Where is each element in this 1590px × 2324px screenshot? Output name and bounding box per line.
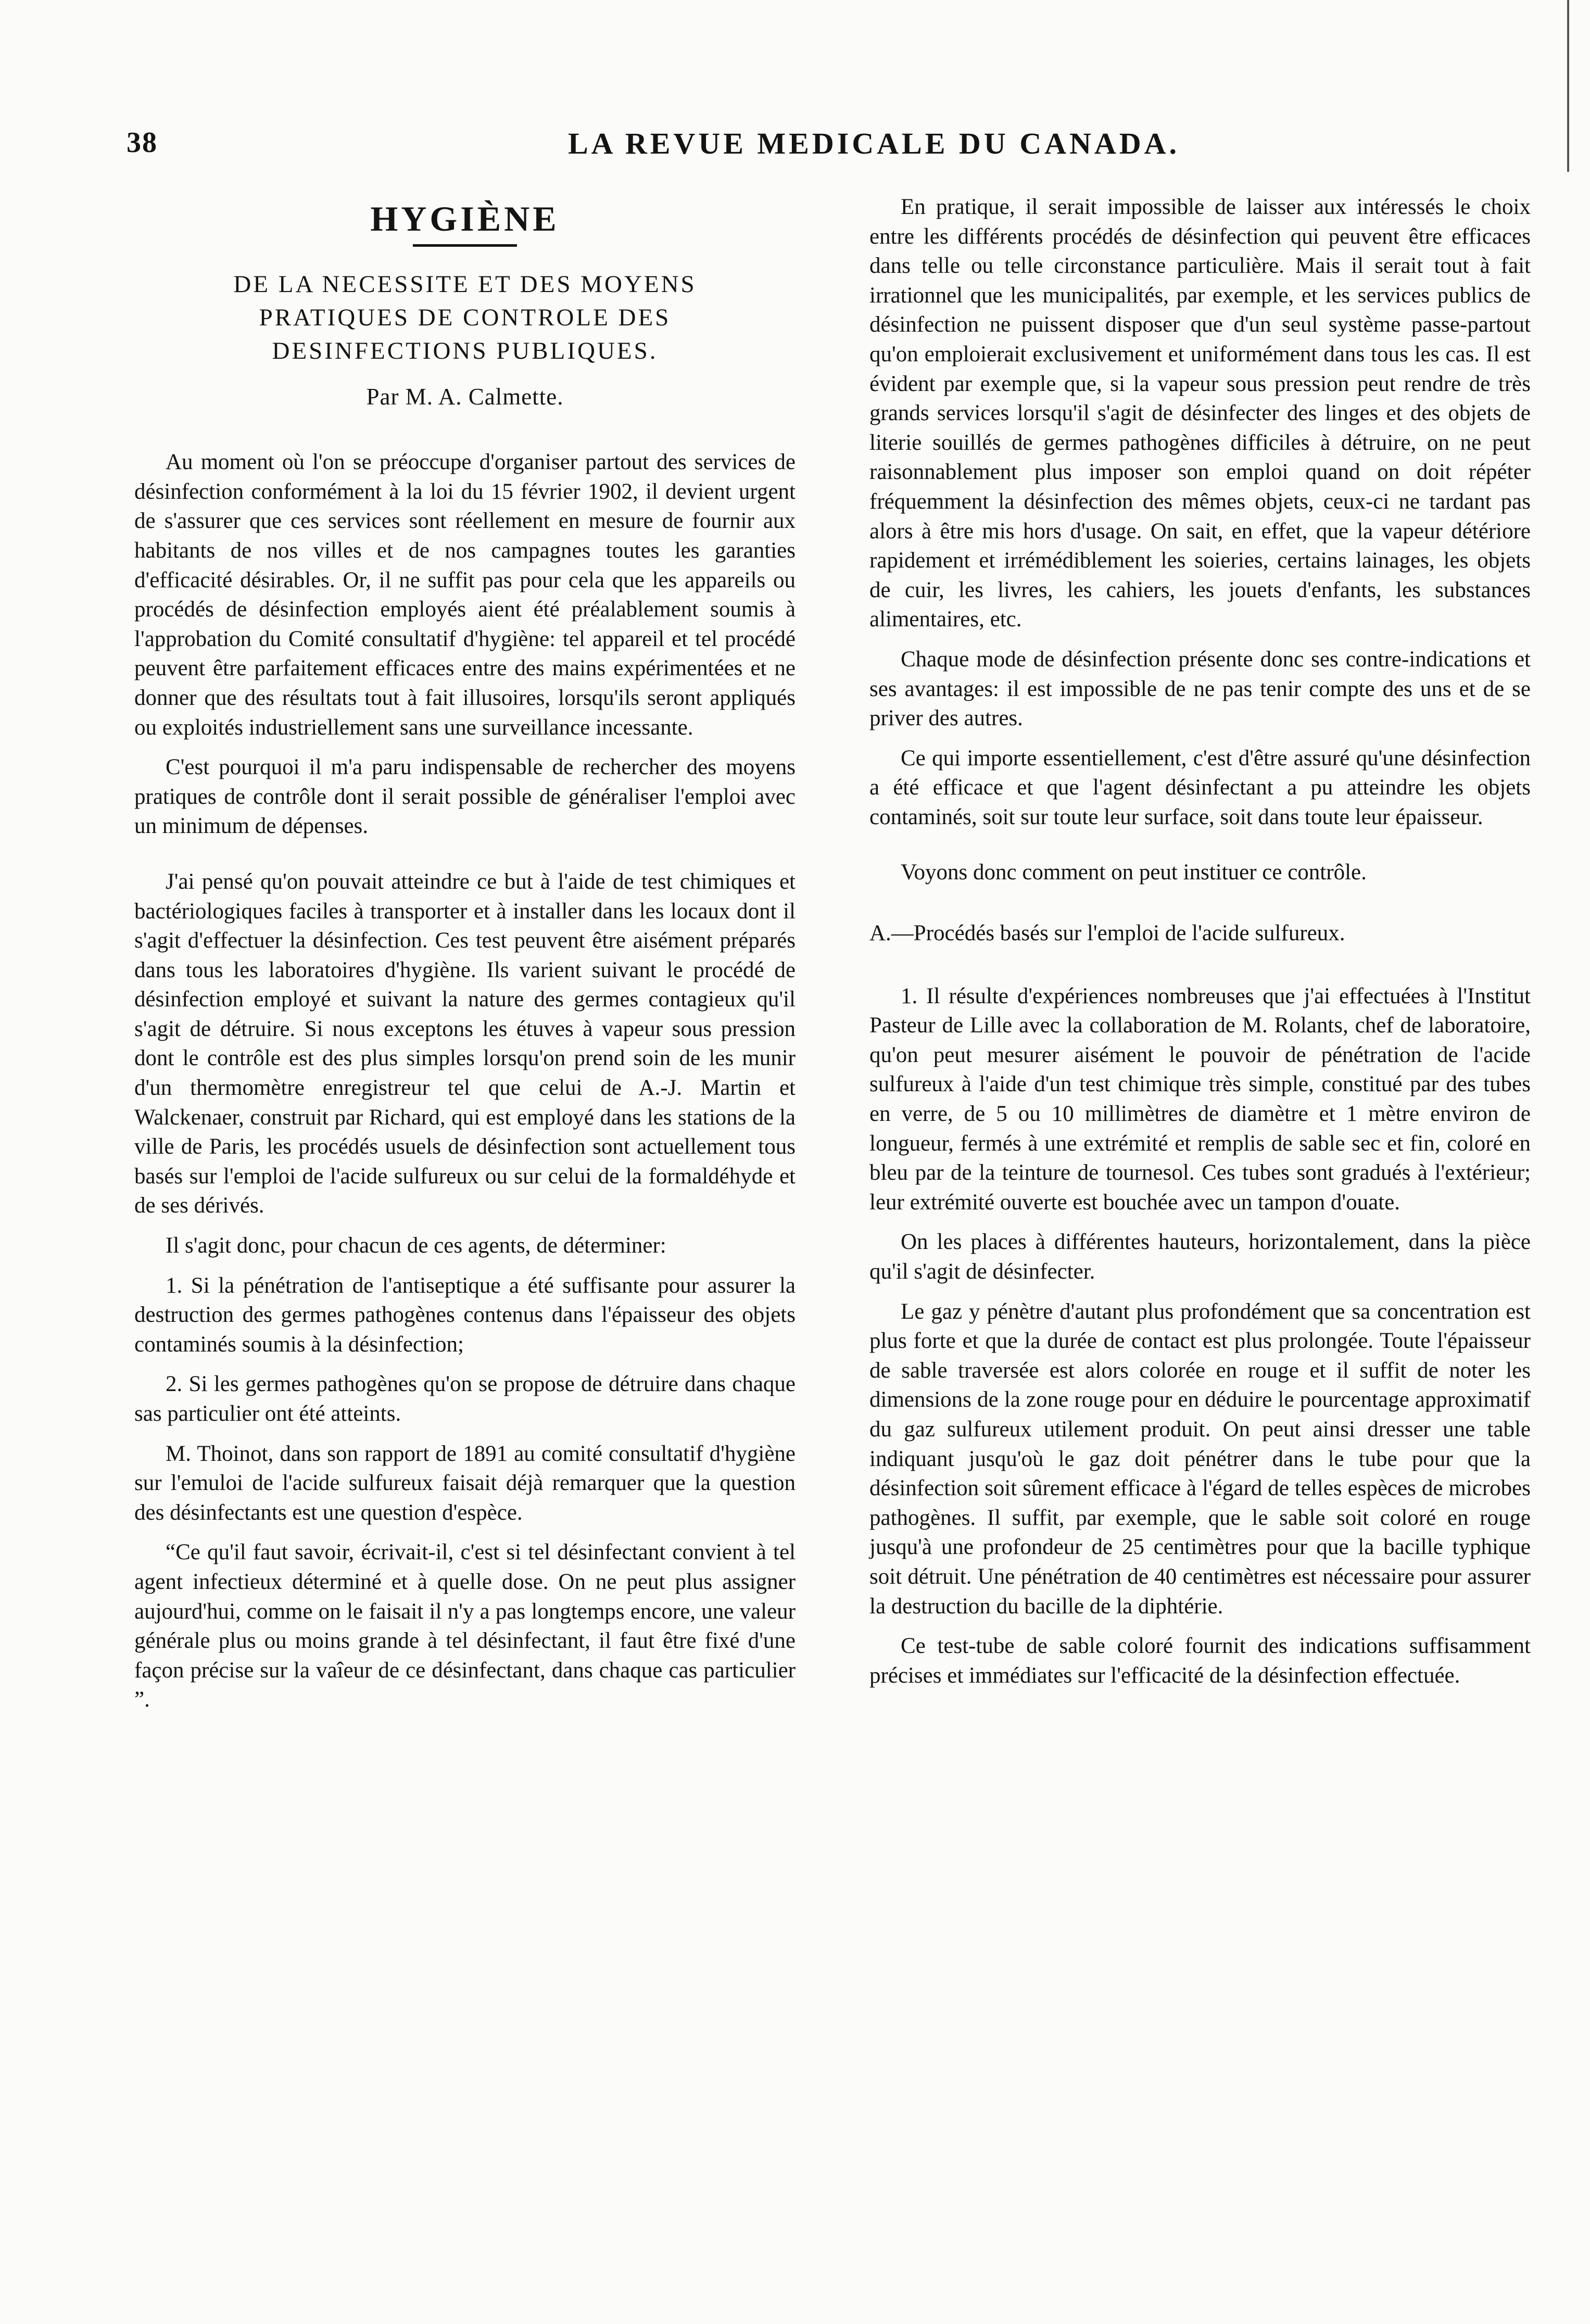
paragraph: Chaque mode de désinfection présente donc ses contre-indications et ses avantages: il est impossible de ne pas tenir compte des uns et de se priver des autres. (869, 647, 1531, 731)
page-header (127, 126, 1532, 173)
article-author: Par M. A. Calmette. (366, 383, 564, 410)
list-item: 1. Si la pénétration de l'antiseptique a été suffisante pour assurer la destruction des germes pathogènes contenus dans l'épaisseur des objets contaminés soumis à la désinfection; (134, 1273, 796, 1357)
paragraph: M. Thoinot, dans son rapport de 1891 au comité consultatif d'hygiène sur l'emuloi de l'acide sulfureux faisait déjà remarquer que la question des désinfectants est une question d'espèce. (134, 1441, 796, 1525)
paragraph: On les places à différentes hauteurs, horizontalement, dans la pièce qu'il s'agit de désinfecter. (869, 1230, 1531, 1284)
page-number: 38 (127, 127, 158, 159)
paragraph: Ce test-tube de sable coloré fournit des indications suffisamment précises et immédiates sur l'efficacité de la désinfection effectuée. (869, 1634, 1531, 1688)
right-column (869, 193, 1531, 1701)
section-title: HYGIÈNE (370, 199, 560, 238)
paragraph: Le gaz y pénètre d'autant plus profondément que sa concentration est plus forte et que la durée de contact est plus prolongée. Toute l'épaisseur de sable traversée est alors colorée en rouge et il suffit de noter les dimensions de la zone rouge pour en déduire le pourcentage approximatif du gaz sulfureux utilement produit. On peut ainsi dresser une table indiquant jusqu'où le gaz doit pénétrer dans le tube pour que la désinfection soit sûrement efficace à l'égard de telles espèces de microbes pathogènes. Il suffit, par exemple, que le sable soit coloré en rouge jusqu'à une profondeur de 25 centimètres pour que la bacille typhique soit détruit. Une pénétration de 40 centimètres est nécessaire pour assurer la destruction du bacille de la diphtérie. (869, 1299, 1531, 1619)
paragraph: En pratique, il serait impossible de laisser aux intéressés le choix entre les différents procédés de désinfection qui peuvent être efficaces dans telle ou telle circonstance particulière. Mais il serait tout à fait irrationnel que les municipalités, par exemple, et les services publics de désinfection ne puissent disposer que d'un seul système passe-partout qu'on emploierait exclusivement et uniformément dans tous les cas. Il est évident par exemple que, si la vapeur sous pression peut rendre de très grands services lorsqu'il s'agit de désinfecter des linges et des objets de literie souillés de germes pathogènes difficiles à détruire, on ne peut raisonnablement plus imposer son emploi quand on doit répéter fréquemment la désinfection des mêmes objets, ceux-ci ne tardant pas alors à être mis hors d'usage. On sait, en effet, que la vapeur détériore rapidement et irrémédiblement les soieries, certains lainages, les objets de cuir, les livres, les cahiers, les jouets d'enfants, les substances alimentaires, etc. (869, 195, 1531, 632)
paragraph: Ce qui importe essentiellement, c'est d'être assuré qu'une désinfection a été efficace et que l'agent désinfectant a pu atteindre les objets contaminés, soit sur toute leur surface, soit dans toute leur épaisseur. (869, 746, 1531, 829)
running-title: LA REVUE MEDICALE DU CANADA. (568, 127, 1180, 160)
quotation: “Ce qu'il faut savoir, écrivait-il, c'est si tel désinfectant convient à tel agent infectieux déterminé et à quelle dose. On ne peut plus assigner aujourd'hui, comme on le faisait il n'y a pas longtemps encore, une valeur générale plus ou moins grande à tel désinfectant, il faut être fixé d'une façon précise sur la vaîeur de ce désinfectant, dans chaque cas particulier ”. (134, 1540, 796, 1712)
left-column (134, 193, 796, 1725)
title-divider (413, 244, 517, 247)
paragraph: Au moment où l'on se préoccupe d'organiser partout des services de désinfection conformément à la loi du 15 février 1902, il devient urgent de s'assurer que ces services sont réellement en mesure de fournir aux habitants de nos villes et de nos campagnes toutes les garanties d'efficacité désirables. Or, il ne suffit pas pour cela que les appareils ou procédés de désinfection employés aient été préalablement soumis à l'approbation du Comité consultatif d'hygiène: tel appareil et tel procédé peuvent être parfaitement efficaces entre des mains expérimentées et ne donner que des résultats tout à fait illusoires, lorsqu'ils seront appliqués ou exploités industriellement sans une surveillance incessante. (134, 450, 796, 740)
list-item: 1. Il résulte d'expériences nombreuses que j'ai effectuées à l'Institut Pasteur de Lille avec la collaboration de M. Rolants, chef de laboratoire, qu'on peut mesurer aisément le pouvoir de pénétration de l'acide sulfureux à l'aide d'un test chimique très simple, constitué par des tubes en verre, de 5 ou 10 millimètres de diamètre et 1 mètre environ de longueur, fermés à une extrémité et remplis de sable sec et fin, coloré en bleu par de la teinture de tournesol. Ces tubes sont gradués à l'extérieur; leur extrémité ouverte est bouchée avec un tampon d'ouate. (869, 983, 1531, 1215)
list-item: 2. Si les germes pathogènes qu'on se propose de détruire dans chaque sas particulier ont été atteints. (134, 1372, 796, 1426)
paragraph: J'ai pensé qu'on pouvait atteindre ce but à l'aide de test chimiques et bactériologiques faciles à transporter et à installer dans les locaux dont il s'agit d'effectuer la désinfection. Ces test peuvent être aisément préparés dans tous les laboratoires d'hygiène. Ils varient suivant le procédé de désinfection employé et suivant la nature des germes contagieux qu'il s'agit de détruire. Si nous exceptons les étuves à vapeur sous pression dont le contrôle est des plus simples lorsqu'on prend soin de les munir d'un thermomètre enregistreur tel que celui de A.-J. Martin et Walckenaer, construit par Richard, qui est employé dans les stations de la ville de Paris, les procédés usuels de désinfection sont actuellement tous basés sur l'emploi de l'acide sulfureux ou sur celui de la formaldéhyde et de ses dérivés. (134, 869, 796, 1218)
article-title: DE LA NECESSITE ET DES MOYENS PRATIQUES DE CONTROLE DES DESINFECTIONS PUBLIQUES. (233, 270, 697, 364)
paragraph: Il s'agit donc, pour chacun de ces agents, de déterminer: (166, 1233, 666, 1258)
subsection-heading: A.—Procédés basés sur l'emploi de l'acide sulfureux. (869, 921, 1345, 946)
paragraph: C'est pourquoi il m'a paru indispensable de rechercher des moyens pratiques de contrôle dont il serait possible de généraliser l'emploi avec un minimum de dépenses. (134, 755, 796, 839)
page-edge-rule (1567, 0, 1569, 172)
paragraph: Voyons donc comment on peut instituer ce contrôle. (901, 860, 1367, 885)
